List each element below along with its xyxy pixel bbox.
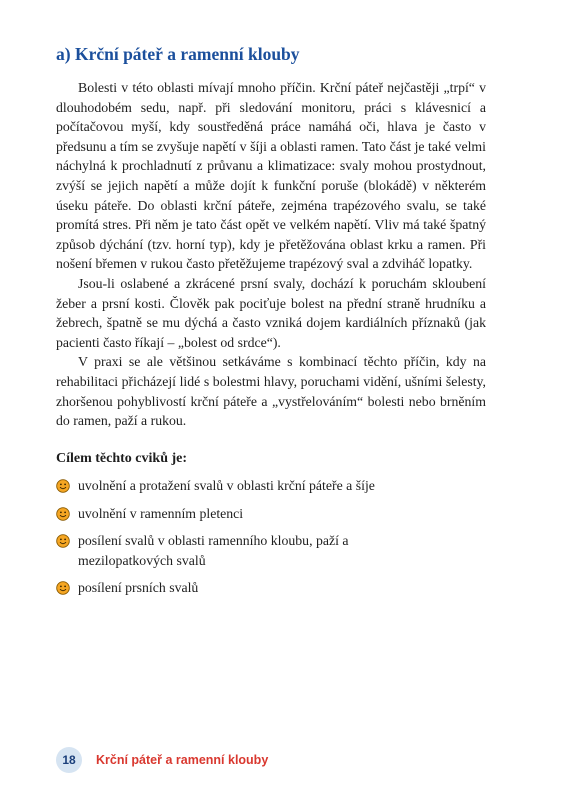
section-heading: a) Krční páteř a ramenní klouby <box>56 44 300 64</box>
page-footer <box>56 747 268 773</box>
footer-title: Krční páteř a ramenní klouby <box>96 753 269 767</box>
smiley-icon <box>56 581 70 595</box>
list-item <box>56 531 486 570</box>
page-number-badge: 18 <box>56 747 82 773</box>
smiley-icon <box>56 534 70 548</box>
goal-text: posílení prsních svalů <box>78 580 199 596</box>
paragraph: Bolesti v této oblasti mívají mnoho příčin. Krční páteř nejčastěji „trpí“ v dlouhodobém sedu, např. při sledování monitoru, práci s klávesnicí a počítačovou myší, kdy soustředěná práce namáhá oči, hlava je často v předsunu a tím se zvyšuje napětí v šíji a oblasti ramen. Tato část je také velmi náchylná k prochladnutí z průvanu a klimatizace: svaly mohou prostydnout, zvýší se jejich napětí a může dojít k funkční poruše (blokádě) v některém úseku páteře. Do oblasti krční páteře, zejména trapézového svalu, se také promítá stres. Při něm je tato část opět ve velkém napětí. Vliv má také špatný způsob dýchání (tzv. horní typ), kdy je přetěžována oblast krku a ramen. Při nošení břemen v rukou často přetěžujeme trapézový sval a zdviháč lopatky. <box>56 80 486 272</box>
goal-text: posílení svalů v oblasti ramenního kloubu, paží a mezilopatkových svalů <box>78 533 349 568</box>
goals-heading: Cílem těchto cviků je: <box>56 451 188 466</box>
paragraph: V praxi se ale většinou setkáváme s kombinací těchto příčin, kdy na rehabilitaci přicházejí lidé s bolestmi hlavy, poruchami vidění, ušními šelesty, zhoršenou pohyblivostí krční páteře a „vystřelováním“ bolesti nebo brněním do ramen, paží a rukou. <box>56 354 486 429</box>
list-item <box>56 578 486 598</box>
body-text <box>56 78 486 431</box>
list-item <box>56 504 486 524</box>
goal-text: uvolnění a protažení svalů v oblasti krční páteře a šíje <box>78 478 375 493</box>
smiley-icon <box>56 507 70 521</box>
smiley-icon <box>56 479 70 493</box>
goals-list <box>56 476 486 606</box>
list-item <box>56 476 486 496</box>
paragraph: Jsou-li oslabené a zkrácené prsní svaly, dochází k poruchám skloubení žeber a prsní kosti. Člověk pak pociťuje bolest na přední straně hrudníku a žebrech, špatně se mu dýchá a často vzniká dojem kardiálních příznaků (jak pacienti často říkají – „bolest od srdce“). <box>56 275 486 350</box>
goal-text: uvolnění v ramenním pletenci <box>78 505 244 521</box>
